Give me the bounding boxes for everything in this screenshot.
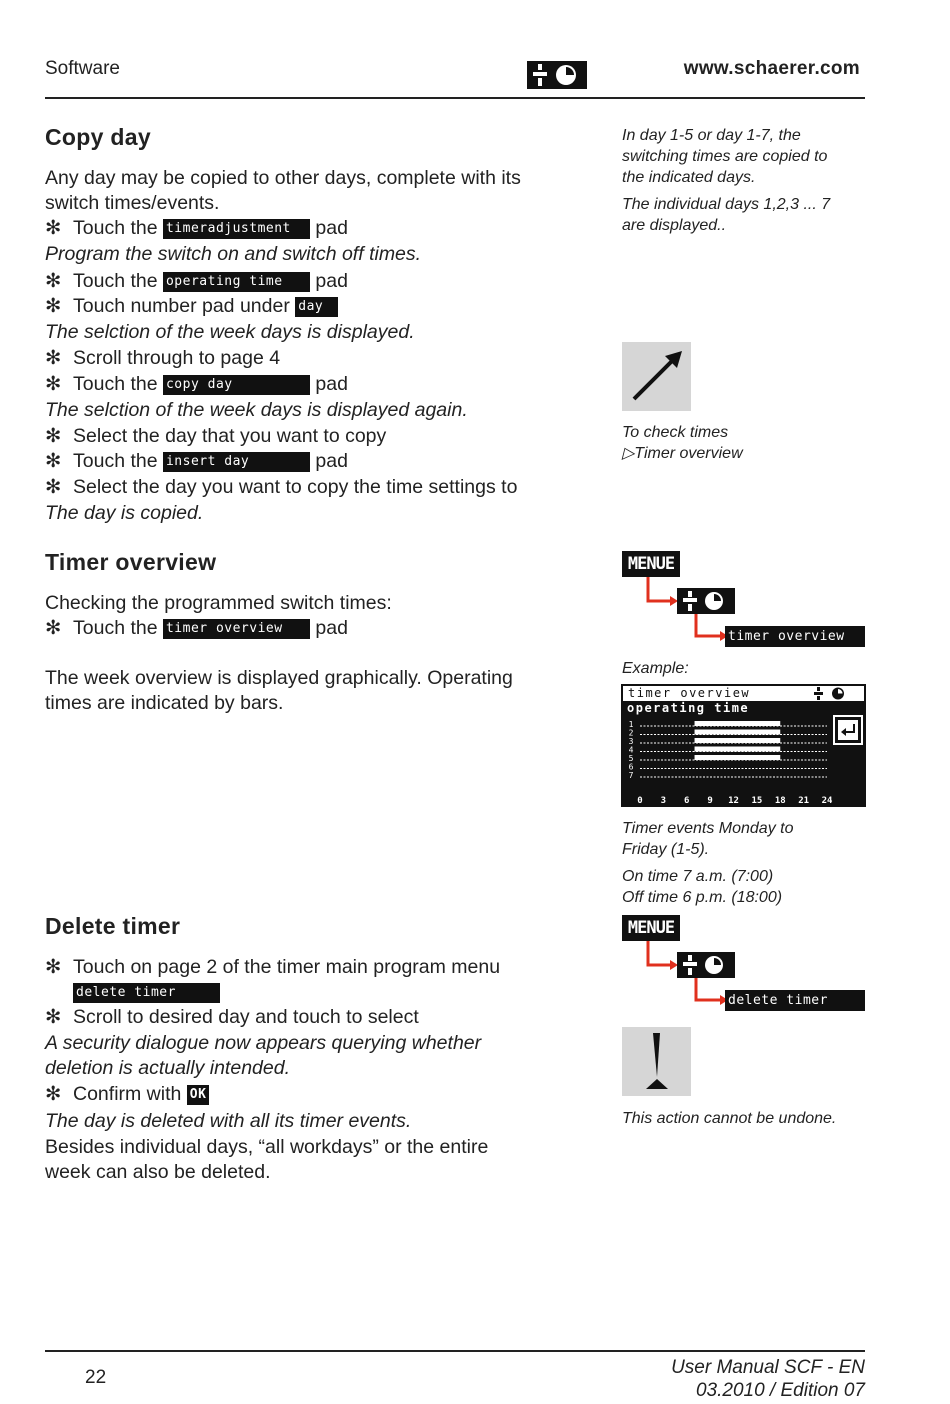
timer-overview-link[interactable]: ▷Timer overview [622, 445, 743, 462]
manual-title: User Manual SCF - EN [671, 1357, 865, 1378]
bullet-icon: ✻ [45, 270, 62, 292]
copy-day-step-5: ✻ Touch the copy day pad [45, 373, 348, 395]
copy-day-note-2: switching times are copied to [622, 148, 828, 165]
day-label: 3 [628, 737, 634, 746]
delete-timer-result-2: deletion is actually intended. [45, 1057, 290, 1079]
timer-overview-desc-2: times are indicated by bars. [45, 692, 284, 714]
delete-timer-target[interactable]: delete timer [725, 990, 865, 1011]
day-label: 7 [628, 771, 634, 780]
ok-button[interactable]: OK [187, 1085, 209, 1105]
delete-timer-result-3: The day is deleted with all its timer events. [45, 1110, 412, 1132]
copy-day-note-1: In day 1-5 or day 1-7, the [622, 127, 801, 144]
operating-bar [695, 730, 781, 735]
on-time-note: On time 7 a.m. (7:00) [622, 868, 774, 885]
header-rule [45, 97, 865, 99]
timer-clock-icon [814, 686, 864, 701]
insert-day-pad[interactable]: insert day [163, 452, 310, 472]
copy-day-intro-2: switch times/events. [45, 192, 220, 214]
back-icon[interactable] [832, 715, 864, 745]
footer-info [560, 1356, 865, 1402]
operating-bar [695, 747, 781, 752]
copy-day-result-3: The selction of the week days is displayed again. [45, 399, 468, 421]
copy-day-step-3: ✻ Touch number pad under day [45, 295, 338, 317]
header-website[interactable]: www.schaerer.com [683, 58, 860, 79]
timeradjustment-pad[interactable]: timeradjustment [163, 219, 310, 239]
day-pad[interactable]: day [295, 297, 338, 317]
menue-button[interactable]: MENUE [622, 915, 680, 941]
week-bars-chart [622, 715, 865, 806]
day-label: 1 [628, 720, 634, 729]
copy-day-result-2: The selction of the week days is displayed. [45, 321, 415, 343]
copy-day-heading: Copy day [45, 124, 151, 150]
operating-time-pad[interactable]: operating time [163, 272, 310, 292]
screen-title: timer overview [623, 686, 818, 701]
day-label: 5 [628, 754, 634, 763]
example-label: Example: [622, 660, 689, 677]
timer-overview-intro: Checking the programmed switch times: [45, 592, 392, 614]
copy-day-step-1: ✻ Touch the timeradjustment pad [45, 217, 348, 239]
timer-overview-screen [621, 684, 866, 807]
hour-tick-label: 15 [751, 796, 763, 806]
timer-overview-target[interactable]: timer overview [725, 626, 865, 647]
operating-bar [695, 738, 781, 743]
copy-day-step-8: ✻ Select the day you want to copy the time settings to [45, 476, 518, 498]
header-section: Software [45, 58, 120, 79]
bullet-icon: ✻ [45, 617, 62, 639]
delete-timer-step-1: ✻ Touch on page 2 of the timer main program menu [45, 956, 501, 978]
bullet-icon: ✻ [45, 956, 62, 978]
timer-overview-heading: Timer overview [45, 549, 217, 575]
operating-bar [695, 721, 781, 726]
day-label: 2 [628, 728, 634, 738]
bullet-icon: ✻ [45, 476, 62, 498]
bullet-icon: ✻ [45, 1083, 62, 1105]
copy-day-pad[interactable]: copy day [163, 375, 310, 395]
footer-rule [45, 1350, 865, 1352]
delete-timer-note-2: week can also be deleted. [45, 1161, 271, 1183]
bullet-icon: ✻ [45, 373, 62, 395]
delete-timer-pad-line [73, 981, 220, 1003]
hour-tick-label: 18 [774, 796, 786, 806]
bullet-icon: ✻ [45, 217, 62, 239]
edition: 03.2010 / Edition 07 [695, 1380, 865, 1401]
menue-button[interactable]: MENUE [622, 551, 680, 577]
off-time-note: Off time 6 p.m. (18:00) [622, 889, 783, 906]
copy-day-note-4: The individual days 1,2,3 ... 7 [622, 196, 831, 213]
copy-day-result-1: Program the switch on and switch off times. [45, 243, 422, 265]
delete-timer-pad[interactable]: delete timer [73, 983, 220, 1003]
operating-bar [695, 755, 781, 760]
hour-tick-label: 9 [707, 796, 713, 806]
timer-overview-step-1: ✻ Touch the timer overview pad [45, 617, 348, 639]
copy-day-step-4: ✻ Scroll through to page 4 [45, 347, 281, 369]
bullet-icon: ✻ [45, 450, 62, 472]
timer-overview-pad[interactable]: timer overview [163, 619, 310, 639]
bullet-icon: ✻ [45, 1006, 62, 1028]
delete-timer-step-3: ✻ Confirm with OK [45, 1083, 209, 1105]
day-label: 6 [628, 762, 634, 772]
delete-timer-result-1: A security dialogue now appears querying whether [45, 1032, 482, 1054]
hour-tick-label: 21 [798, 796, 810, 806]
bullet-icon: ✻ [45, 295, 62, 317]
screen-subtitle: operating time [627, 701, 750, 715]
hour-tick-label: 0 [637, 796, 643, 806]
page-number: 22 [85, 1367, 107, 1388]
timer-overview-desc: The week overview is displayed graphically. Operating [45, 667, 513, 689]
copy-day-step-2: ✻ Touch the operating time pad [45, 270, 348, 292]
delete-timer-heading: Delete timer [45, 913, 181, 939]
diagonal-arrow-icon [622, 342, 691, 411]
copy-day-note-3: the indicated days. [622, 169, 756, 186]
timer-events-note: Timer events Monday to [622, 820, 794, 837]
copy-day-intro: Any day may be copied to other days, complete with its [45, 167, 521, 189]
hour-tick-label: 6 [684, 796, 690, 806]
hour-tick-label: 24 [821, 796, 833, 806]
timer-clock-icon[interactable] [677, 952, 735, 978]
hour-tick-label: 3 [660, 796, 667, 806]
copy-day-step-6: ✻ Select the day that you want to copy [45, 425, 387, 447]
timer-events-note-2: Friday (1-5). [622, 841, 710, 858]
exclamation-icon [622, 1027, 691, 1096]
copy-day-result-4: The day is copied. [45, 502, 204, 524]
delete-timer-note-1: Besides individual days, “all workdays” or the entire [45, 1136, 489, 1158]
copy-day-note-5: are displayed.. [622, 217, 727, 234]
check-times-note: To check times [622, 424, 729, 441]
bullet-icon: ✻ [45, 347, 62, 369]
timer-clock-icon[interactable] [677, 588, 735, 614]
warning-note: This action cannot be undone. [622, 1110, 837, 1127]
day-label: 4 [628, 745, 634, 755]
bullet-icon: ✻ [45, 425, 62, 447]
copy-day-step-7: ✻ Touch the insert day pad [45, 450, 348, 472]
hour-tick-label: 12 [728, 796, 739, 806]
delete-timer-step-2: ✻ Scroll to desired day and touch to select [45, 1006, 419, 1028]
